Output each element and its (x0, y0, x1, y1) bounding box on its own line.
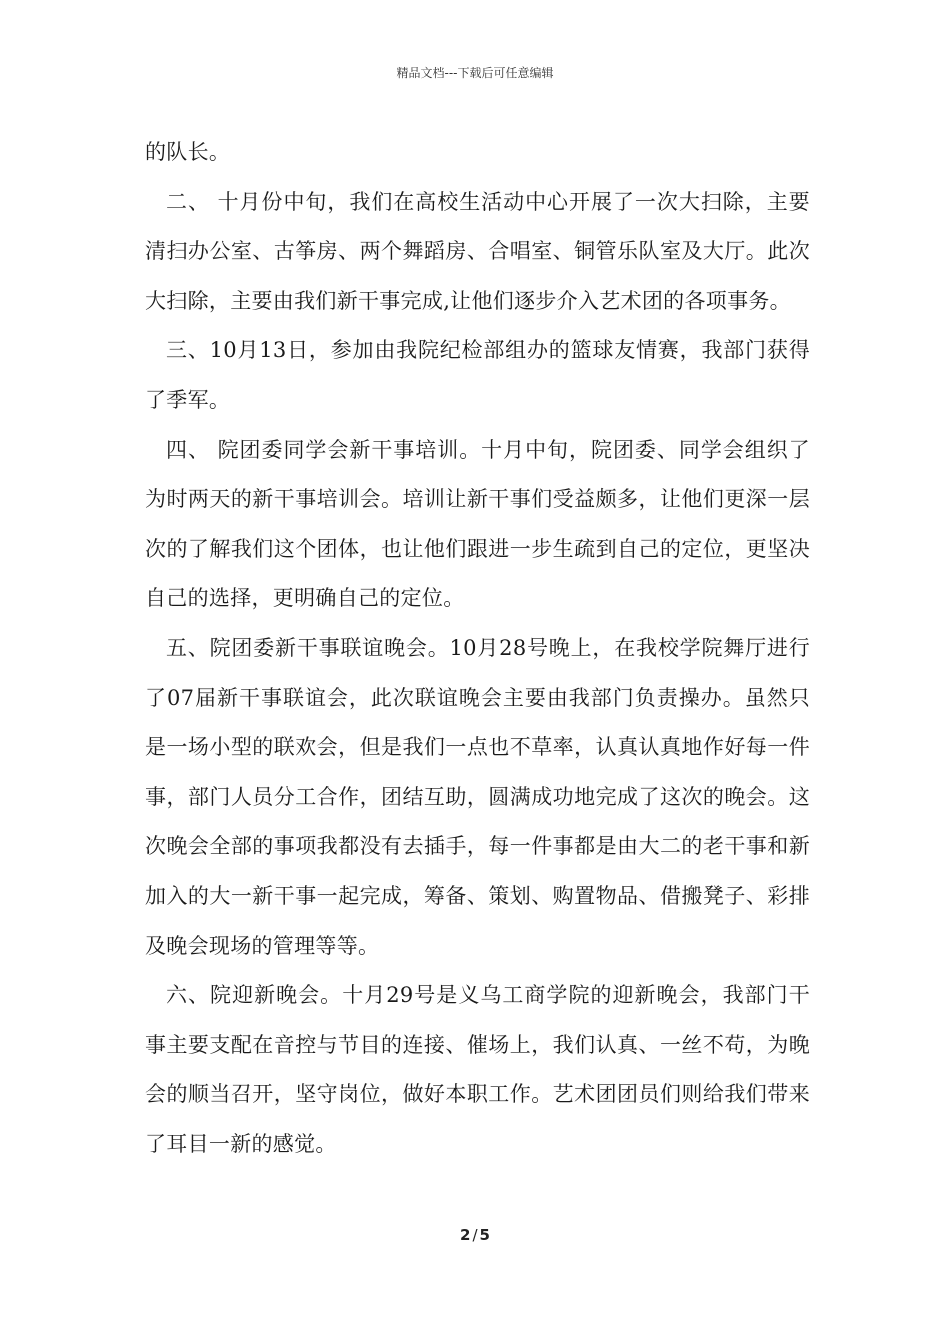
page-header: 精品文档---下载后可任意编辑 (396, 66, 554, 80)
page-number (0, 1226, 950, 1244)
page-separator: / (472, 1226, 478, 1244)
paragraph-item-6: 六、院迎新晚会。十月29号是义乌工商学院的迎新晚会，我部门干事主要支配在音控与节目的连接、催场上，我们认真、一丝不苟，为晚会的顺当召开，坚守岗位，做好本职工作。艺术团团员们则给我们带来了耳目一新的感觉。 (145, 983, 810, 1156)
paragraph-item-5: 五、院团委新干事联谊晚会。10月28号晚上，在我校学院舞厅进行了07届新干事联谊会，此次联谊晚会主要由我部门负责操办。虽然只是一场小型的联欢会，但是我们一点也不草率，认真认真地作好每一件事，部门人员分工合作，团结互助，圆满成功地完成了这次的晚会。这次晚会全部的事项我都没有去插手，每一件事都是由大二的老干事和新加入的大一新干事一起完成，筹备、策划、购置物品、借搬凳子、彩排及晚会现场的管理等等。 (145, 635, 810, 958)
total-pages: 5 (479, 1226, 490, 1244)
current-page: 2 (460, 1226, 471, 1244)
paragraph-item-3: 三、10月13日，参加由我院纪检部组办的篮球友情赛，我部门获得了季军。 (145, 338, 810, 412)
paragraph-continuation: 的队长。 (145, 140, 231, 164)
paragraph-item-4: 四、 院团委同学会新干事培训。十月中旬，院团委、同学会组织了为时两天的新干事培训会。培训让新干事们受益颇多，让他们更深一层次的了解我们这个团体，也让他们跟进一步生疏到自己的定位，更坚决自己的选择，更明确自己的定位。 (145, 437, 810, 611)
paragraph-item-2: 二、 十月份中旬，我们在高校生活动中心开展了一次大扫除，主要 清扫办公室、古筝房、两个舞蹈房、合唱室、铜管乐队室及大厅。此次大扫除，主要由我们新干事完成,让他们逐步介入艺术团的各项事务。 (145, 189, 810, 313)
document-body (145, 128, 810, 1169)
